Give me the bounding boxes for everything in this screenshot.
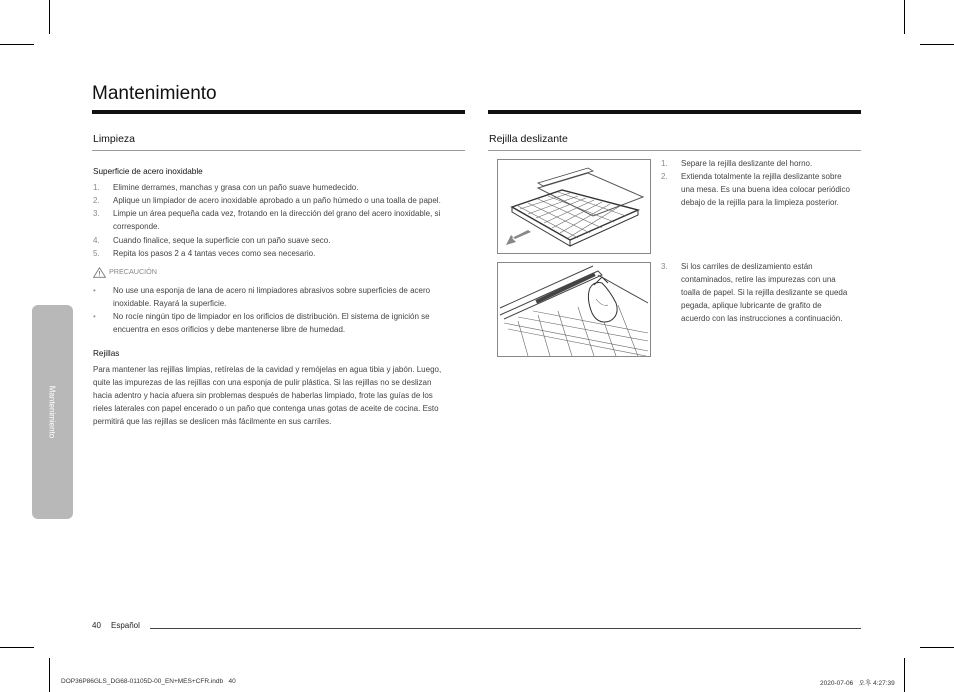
bullet-icon: • bbox=[93, 286, 96, 295]
paragraph-line: hacia adentro y hacia afuera sin problemas después de haberlas limpiado, frote las guías de los bbox=[93, 391, 433, 400]
heading-rule-left bbox=[92, 150, 465, 151]
step-text: corresponde. bbox=[113, 222, 160, 231]
heading-rule-right bbox=[488, 150, 861, 151]
crop-mark bbox=[920, 647, 954, 648]
side-tab-label: Mantenimiento bbox=[47, 385, 57, 439]
step-text: acuerdo con las instrucciones a continuación. bbox=[681, 314, 843, 323]
step-number: 3. bbox=[661, 262, 668, 271]
step-text: Repita los pasos 2 a 4 tantas veces como sea necesario. bbox=[113, 249, 316, 258]
footer-page-number: 40 bbox=[92, 621, 101, 630]
step-number: 4. bbox=[93, 236, 100, 245]
crop-mark bbox=[0, 647, 34, 648]
crop-mark bbox=[0, 44, 34, 45]
step-text: contaminados, retire las impurezas con una bbox=[681, 275, 836, 284]
page-title: Mantenimiento bbox=[92, 83, 217, 104]
cleaning-rails-illustration bbox=[498, 263, 650, 356]
caution-label: PRECAUCIÓN bbox=[109, 267, 157, 276]
step-text: Limpie un área pequeña cada vez, frotando en la dirección del grano del acero inoxidable, si bbox=[113, 209, 441, 218]
step-number: 1. bbox=[93, 183, 100, 192]
crop-mark bbox=[920, 44, 954, 45]
footer-rule bbox=[150, 628, 861, 629]
crop-mark bbox=[49, 0, 50, 34]
bullet-icon: • bbox=[93, 312, 96, 321]
sliding-rack-illustration bbox=[498, 160, 650, 253]
racks-paragraph bbox=[93, 363, 473, 428]
footer-language: Español bbox=[111, 621, 140, 630]
step-text: Separe la rejilla deslizante del horno. bbox=[681, 159, 813, 168]
step-text: toalla de papel. Si la rejilla deslizante se queda bbox=[681, 288, 848, 297]
step-text: Extienda totalmente la rejilla deslizante sobre bbox=[681, 172, 842, 181]
slug-file: DOP36P86GLS_DG68-01105D-00_EN+MES+CFR.indb 40 bbox=[61, 678, 236, 685]
step-text: debajo de la rejilla para la limpieza posterior. bbox=[681, 198, 839, 207]
step-text: pegada, aplique lubricante de grafito de bbox=[681, 301, 822, 310]
paragraph-line: permitirá que las rejillas se deslicen más fácilmente en sus carriles. bbox=[93, 417, 332, 426]
section-rule-right bbox=[488, 110, 861, 114]
step-text: Cuando finalice, seque la superficie con un paño suave seco. bbox=[113, 236, 331, 245]
step-text: una mesa. Es una buena idea colocar periódico bbox=[681, 185, 850, 194]
step-number: 1. bbox=[661, 159, 668, 168]
paragraph-line: rieles laterales con papel encerado o un paño que contenga unas gotas de aceite de cocina. Esto bbox=[93, 404, 439, 413]
crop-mark bbox=[49, 658, 50, 692]
crop-mark bbox=[904, 658, 905, 692]
caution-text: No use una esponja de lana de acero ni limpiadores abrasivos sobre superficies de acero bbox=[113, 286, 431, 295]
paragraph-line: quite las impurezas de las rejillas con una esponja de pulir plástica. Si las rejillas no se deslizan bbox=[93, 378, 432, 387]
figure-cleaning-rails bbox=[497, 262, 651, 357]
step-number: 2. bbox=[93, 196, 100, 205]
figure-sliding-rack bbox=[497, 159, 651, 254]
caution-text: inoxidable. Rayará la superficie. bbox=[113, 299, 227, 308]
heading-limpieza: Limpieza bbox=[93, 133, 136, 145]
paragraph-line: Para mantener las rejillas limpias, retírelas de la cavidad y remójelas en agua tibia y jabón. Luego, bbox=[93, 365, 442, 374]
step-number: 2. bbox=[661, 172, 668, 181]
caution-text: encuentra en esos orificios y debe mantenerse libre de humedad. bbox=[113, 325, 346, 334]
step-number: 5. bbox=[93, 249, 100, 258]
subheading-steel: Superficie de acero inoxidable bbox=[93, 167, 203, 176]
crop-mark bbox=[904, 0, 905, 34]
step-number: 3. bbox=[93, 209, 100, 218]
slug-date: 2020-07-06 오후 4:27:39 bbox=[820, 680, 895, 687]
warning-icon bbox=[93, 267, 106, 278]
subheading-racks: Rejillas bbox=[93, 349, 120, 358]
step-text: Elimine derrames, manchas y grasa con un paño suave humedecido. bbox=[113, 183, 359, 192]
section-rule-left bbox=[92, 110, 465, 114]
caution-text: No rocíe ningún tipo de limpiador en los orificios de distribución. El sistema de ignición se bbox=[113, 312, 430, 321]
step-text: Aplique un limpiador de acero inoxidable aprobado a un paño húmedo o una toalla de papel. bbox=[113, 196, 441, 205]
heading-rejilla: Rejilla deslizante bbox=[489, 133, 568, 145]
step-text: Si los carriles de deslizamiento están bbox=[681, 262, 813, 271]
